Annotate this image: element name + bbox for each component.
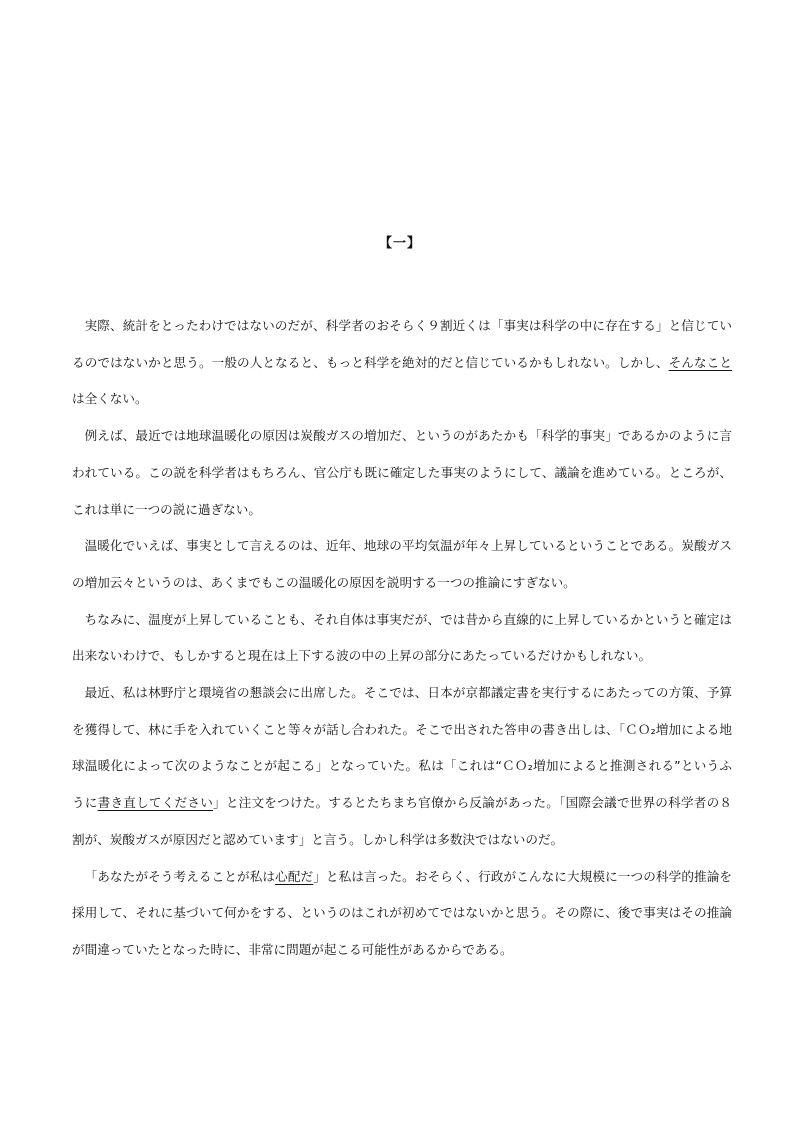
- paragraph-text: 実際、統計をとったわけではないのだが、科学者のおそらく９割近くは「事実は科学の中に存在する」と信じているのではないかと思う。一般の人となると、もっと科学を絶対的だと信じているかもしれない。しかし、: [72, 318, 732, 370]
- underlined-phrase: 書き直してください: [97, 795, 214, 811]
- paragraph-text: 例えば、最近では地球温暖化の原因は炭酸ガスの増加だ、というのがあたかも「科学的事実」であるかのように言われている。この説を科学者はもちろん、官公庁も既に確定した事実のようにして、議論を進めている。ところが、これは単に一つの説に過ぎない。: [72, 428, 732, 517]
- paragraph-text: 」と私は言った。おそらく、行政がこんなに大規模に一つの科学的推論を採用して、それに基づいて何かをする、というのはこれが初めてではないかと思う。その際に、後で事実はその推論が間違っていたとなった時に、非常に問題が起こる可能性があるからである。: [72, 868, 733, 957]
- paragraph-text: 温暖化でいえば、事実として言えるのは、近年、地球の平均気温が年々上昇しているということである。炭酸ガスの増加云々というのは、あくまでもこの温暖化の原因を説明する一つの推論にすぎない。: [72, 538, 732, 590]
- paragraph-text: 」と注文をつけた。するとたちまち官僚から反論があった。「国際会議で世界の科学者の８割が、炭酸ガスが原因だと認めています」と言う。しかし科学は多数決ではないのだ。: [72, 795, 733, 847]
- paragraph-6: [72, 859, 732, 969]
- underlined-phrase: 心配だ: [275, 868, 314, 884]
- paragraph-1: [72, 308, 732, 418]
- underlined-phrase: そんなこと: [668, 354, 733, 370]
- body-text: [72, 308, 732, 969]
- paragraph-text: ちなみに、温度が上昇していることも、それ自体は事実だが、では昔から直線的に上昇しているかというと確定は出来ないわけで、もしかすると現在は上下する波の中の上昇の部分にあたっているだけかもしれない。: [72, 611, 732, 664]
- paragraph-2: [72, 418, 732, 528]
- paragraph-text: は全くない。: [72, 391, 148, 407]
- paragraph-text: 「あなたがそう考えることが私は: [84, 868, 276, 884]
- section-heading: 【一】: [378, 236, 421, 251]
- paragraph-4: [72, 602, 732, 675]
- paragraph-text: 最近、私は林野庁と環境省の懇談会に出席した。そこでは、日本が京都議定書を実行するにあたっての方策、予算を獲得して、林に手を入れていくこと等々が話し合われた。そこで出された答申の書き出しは、「ＣＯ₂増加による地球温暖化によって次のようなことが起こる」となっていた。私は「これは“ＣＯ₂増加によると推測される”というふうに: [72, 685, 732, 811]
- paragraph-5: [72, 675, 732, 859]
- paragraph-3: [72, 528, 732, 601]
